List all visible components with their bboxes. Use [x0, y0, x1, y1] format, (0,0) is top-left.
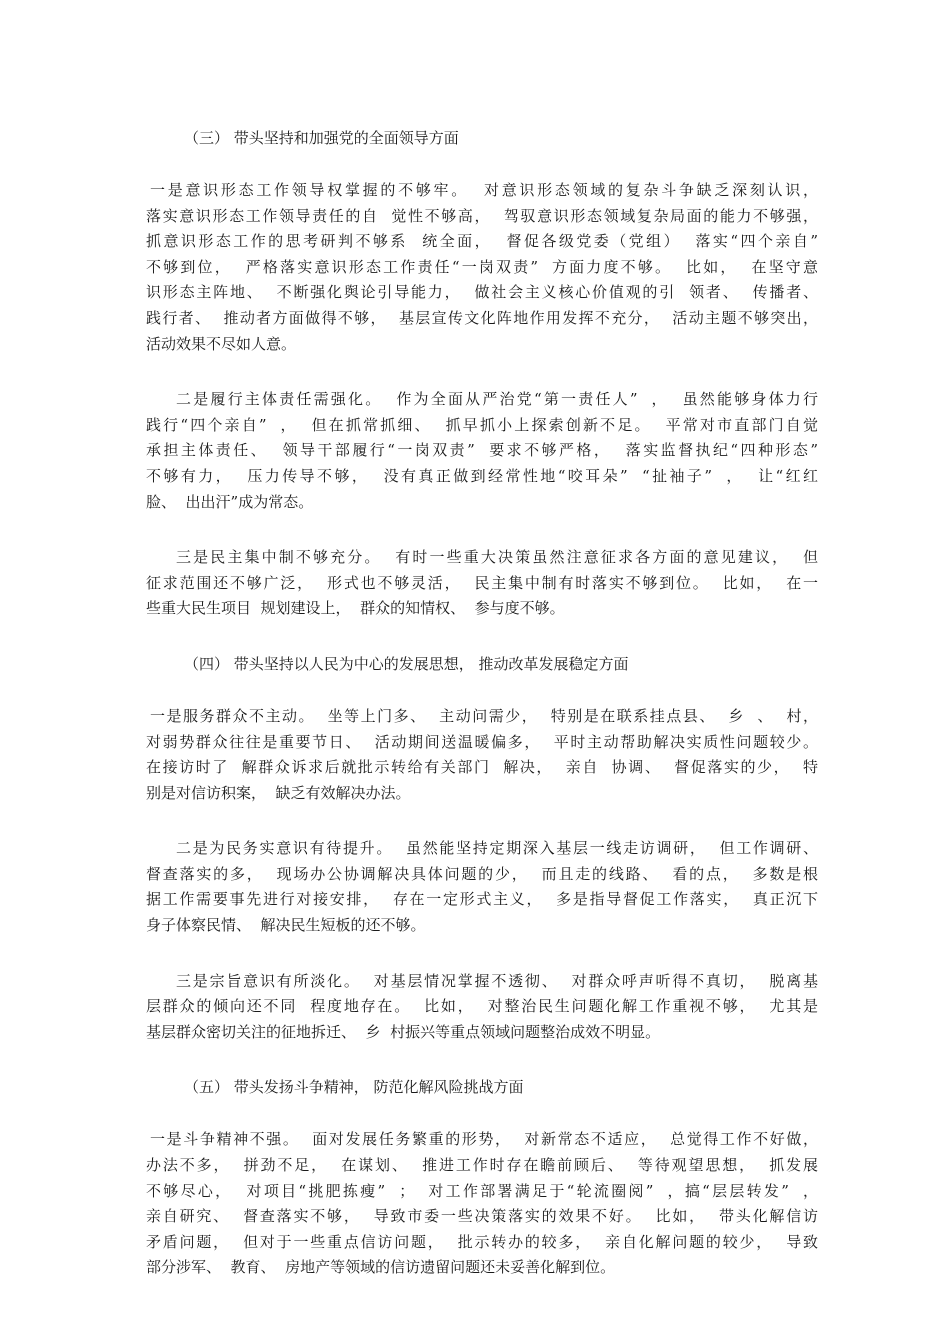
paragraph-line: 别是对信访积案， 缺乏有效解决办法。 [146, 783, 411, 802]
section-heading: （四） 带头坚持以人民为中心的发展思想， 推动改革发展稳定方面 [184, 654, 629, 673]
paragraph-line: 些重大民生项目 规划建设上， 群众的知情权、 参与度不够。 [146, 599, 565, 618]
paragraph-line: 落实意识形态工作领导责任的自 觉性不够高， 驾驭意识形态领域复杂局面的能力不够强， [146, 206, 818, 225]
paragraph-line: 脸、 出出汗”成为常态。 [146, 492, 314, 511]
paragraph-line: 三是宗旨意识有所淡化。 对基层情况掌握不透彻、 对群众呼声听得不真切， 脱离基 [176, 971, 818, 990]
paragraph-line: 二是履行主体责任需强化。 作为全面从严治党“第一责任人” ， 虽然能够身体力行 [176, 390, 818, 409]
paragraph-line: 二是为民务实意识有待提升。 虽然能坚持定期深入基层一线走访调研， 但工作调研、 [176, 839, 818, 858]
paragraph-line: 据工作需要事先进行对接安排， 存在一定形式主义， 多是指导督促工作落实， 真正沉下 [146, 890, 818, 909]
paragraph-line: 在接访时了 解群众诉求后就批示转给有关部门 解决， 亲自 协调、 督促落实的少， 特 [146, 758, 818, 777]
paragraph-line: 不够到位， 严格落实意识形态工作责任“一岗双责” 方面力度不够。 比如， 在坚守意 [146, 257, 818, 276]
paragraph-line: 抓意识形态工作的思考研判不够系 统全面， 督促各级党委（党组） 落实“四个亲自” [146, 232, 818, 251]
paragraph [146, 704, 818, 806]
paragraph-line: 三是民主集中制不够充分。 有时一些重大决策虽然注意征求各方面的意见建议， 但 [176, 548, 818, 567]
paragraph-line: 身子体察民情、 解决民生短板的还不够。 [146, 916, 426, 935]
paragraph-line: 亲自研究、 督查落实不够， 导致市委一些决策落实的效果不好。 比如， 带头化解信访 [146, 1207, 818, 1226]
paragraph [146, 178, 818, 357]
paragraph [146, 387, 818, 515]
paragraph [146, 545, 818, 622]
paragraph-line: 基层群众密切关注的征地拆迁、 乡 村振兴等重点领域问题整治成效不明显。 [146, 1022, 661, 1041]
paragraph [146, 969, 818, 1046]
section-heading: （三） 带头坚持和加强党的全面领导方面 [184, 129, 459, 147]
paragraph-line: 一是意识形态工作领导权掌握的不够牢。 对意识形态领域的复杂斗争缺乏深刻认识， [150, 181, 818, 199]
paragraph-line: 征求范围还不够广泛， 形式也不够灵活， 民主集中制有时落实不够到位。 比如， 在一 [146, 573, 818, 592]
paragraph-line: 一是服务群众不主动。 坐等上门多、 主动问需少， 特别是在联系挂点县、 乡 、 村， [150, 706, 818, 725]
paragraph [146, 836, 818, 938]
paragraph-line: 层群众的倾向还不同 程度地存在。 比如， 对整治民生问题化解工作重视不够， 尤其是 [146, 997, 818, 1016]
paragraph-line: 活动效果不尽如人意。 [146, 334, 297, 353]
paragraph-line: 对弱势群众往往是重要节日、 活动期间送温暖偏多， 平时主动帮助解决实质性问题较少。 [146, 732, 818, 751]
paragraph-line: 不够尽心， 对项目“挑肥拣瘦” ； 对工作部署满足于“轮流圈阅” ，搞“层层转发” ， [146, 1181, 818, 1200]
paragraph-line: 矛盾问题， 但对于一些重点信访问题， 批示转办的较多， 亲自化解问题的较少， 导致 [146, 1232, 818, 1251]
paragraph-line: 践行“四个亲自” ， 但在抓常抓细、 抓早抓小上探索创新不足。 平常对市直部门自觉 [146, 415, 818, 434]
paragraph [146, 1127, 818, 1281]
paragraph-line: 承担主体责任、 领导干部履行“一岗双责” 要求不够严格， 落实监督执纪“四种形态” [146, 441, 818, 460]
paragraph-line: 不够有力， 压力传导不够， 没有真正做到经常性地“咬耳朵” “扯袖子” ， 让“红红 [146, 466, 818, 485]
section-heading: （五） 带头发扬斗争精神， 防范化解风险挑战方面 [184, 1078, 524, 1097]
paragraph-line: 一是斗争精神不强。 面对发展任务繁重的形势， 对新常态不适应， 总觉得工作不好做， [150, 1130, 818, 1149]
paragraph-line: 识形态主阵地、 不断强化舆论引导能力， 做社会主义核心价值观的引 领者、 传播者、 [146, 283, 818, 302]
paragraph-line: 督查落实的多， 现场办公协调解决具体问题的少， 而且走的线路、 看的点， 多数是根 [146, 864, 818, 883]
paragraph-line: 办法不多， 拼劲不足， 在谋划、 推进工作时存在瞻前顾后、 等待观望思想， 抓发展 [146, 1156, 818, 1175]
paragraph-line: 部分涉军、 教育、 房地产等领域的信访遗留问题还未妥善化解到位。 [146, 1258, 616, 1277]
document-body [146, 126, 818, 1311]
paragraph-line: 践行者、 推动者方面做得不够， 基层宣传文化阵地作用发挥不充分， 活动主题不够突出， [146, 308, 818, 327]
